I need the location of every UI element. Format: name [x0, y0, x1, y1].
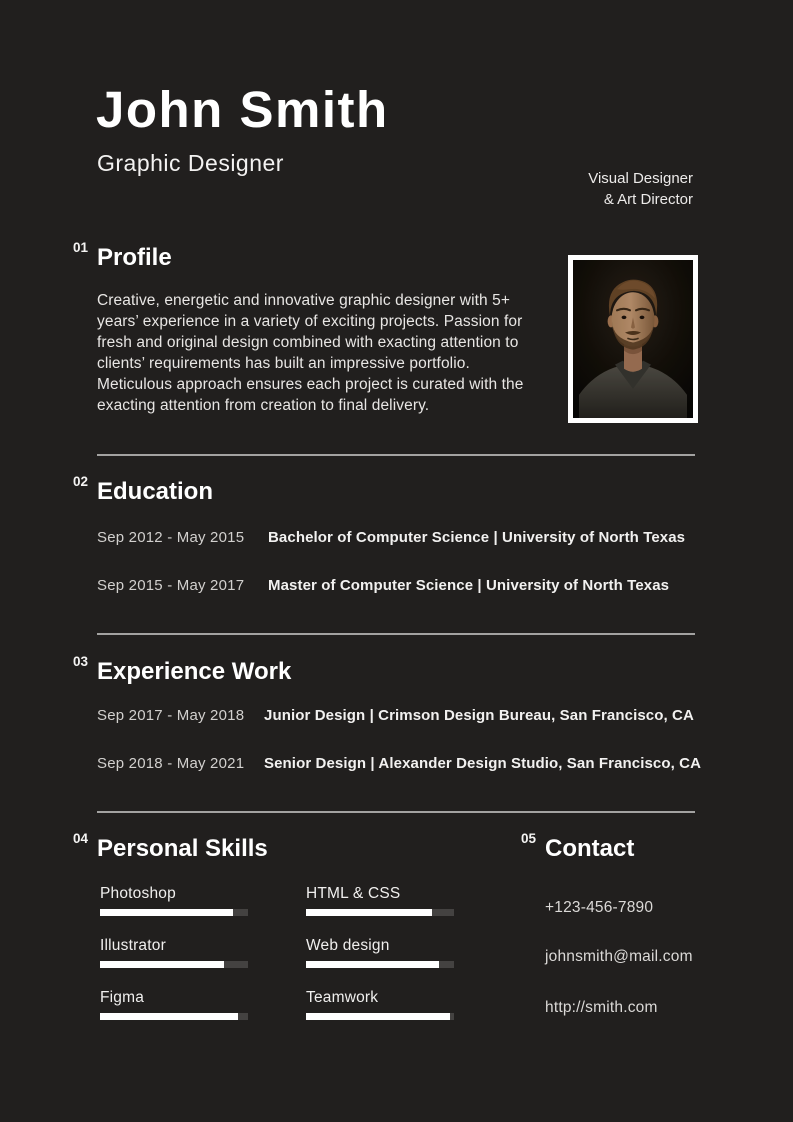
section-title-experience: [72, 654, 292, 686]
skill-item: [306, 989, 454, 1020]
section-title-profile-label: Profile: [97, 244, 172, 271]
section-title-skills-label: Personal Skills: [97, 835, 268, 862]
section-number-experience: 03: [72, 654, 88, 669]
tagline-line-2: & Art Director: [603, 191, 693, 208]
section-title-education-label: Education: [97, 478, 214, 505]
skill-item: [306, 937, 454, 968]
skill-bar-track: [100, 1013, 248, 1020]
section-number-skills: 04: [72, 831, 88, 846]
section-title-contact: [520, 831, 635, 863]
section-title-contact-label: Contact: [545, 835, 635, 862]
education-dates: Sep 2012 - May 2015: [97, 529, 245, 546]
education-detail: Bachelor of Computer Science | University of North Texas: [268, 529, 686, 546]
skill-bar-track: [100, 909, 248, 916]
section-title-profile: [72, 240, 172, 272]
tagline-line-1: Visual Designer: [588, 170, 693, 187]
skill-name: Photoshop: [100, 885, 176, 902]
skill-bar-track: [306, 961, 454, 968]
divider: [97, 633, 695, 635]
tagline: [588, 168, 693, 210]
divider: [97, 454, 695, 456]
section-title-education: [72, 474, 214, 506]
skill-bar-fill: [100, 1013, 238, 1020]
experience-detail: Junior Design | Crimson Design Bureau, San Francisco, CA: [264, 707, 694, 724]
profile-text: Creative, energetic and innovative graphic designer with 5+ years’ experience in a variety of exciting projects. Passion for fresh and original design combined with exacting attention to clients’ requirements has built an impressive portfolio. Meticulous approach ensures each project is curated with the exacting attention from creation to final delivery.: [97, 292, 524, 414]
person-name: John Smith: [96, 81, 389, 138]
experience-row: [97, 755, 702, 772]
portrait-illustration: [573, 260, 693, 418]
experience-dates: Sep 2017 - May 2018: [97, 707, 245, 724]
skill-name: Teamwork: [306, 989, 379, 1006]
section-number-profile: 01: [72, 240, 88, 255]
skill-name: Web design: [306, 937, 390, 954]
education-detail: Master of Computer Science | University of North Texas: [268, 577, 670, 594]
skill-bar-track: [306, 909, 454, 916]
experience-row: [97, 707, 694, 724]
skill-bar-fill: [306, 961, 439, 968]
education-dates: Sep 2015 - May 2017: [97, 577, 245, 594]
section-title-experience-label: Experience Work: [97, 658, 292, 685]
education-row: [97, 529, 686, 546]
section-number-education: 02: [72, 474, 88, 489]
skill-name: HTML & CSS: [306, 885, 401, 902]
person-role: Graphic Designer: [97, 150, 284, 176]
section-number-contact: 05: [520, 831, 536, 846]
skill-name: Illustrator: [100, 937, 166, 954]
skill-bar-fill: [100, 961, 224, 968]
skill-bar-fill: [100, 909, 233, 916]
experience-dates: Sep 2018 - May 2021: [97, 755, 245, 772]
education-row: [97, 577, 670, 594]
section-title-skills: [72, 831, 268, 863]
skill-item: [100, 937, 248, 968]
contact-website: http://smith.com: [545, 999, 658, 1016]
skill-bar-fill: [306, 1013, 450, 1020]
divider: [97, 811, 695, 813]
contact-phone: +123-456-7890: [545, 899, 654, 916]
skill-item: [100, 989, 248, 1020]
skill-item: [306, 885, 454, 916]
experience-detail: Senior Design | Alexander Design Studio, San Francisco, CA: [264, 755, 702, 772]
skill-bar-track: [306, 1013, 454, 1020]
profile-photo: [568, 255, 698, 423]
skill-bar-fill: [306, 909, 432, 916]
skill-bar-track: [100, 961, 248, 968]
contact-email: johnsmith@mail.com: [545, 948, 693, 965]
skill-name: Figma: [100, 989, 145, 1006]
skill-item: [100, 885, 248, 916]
